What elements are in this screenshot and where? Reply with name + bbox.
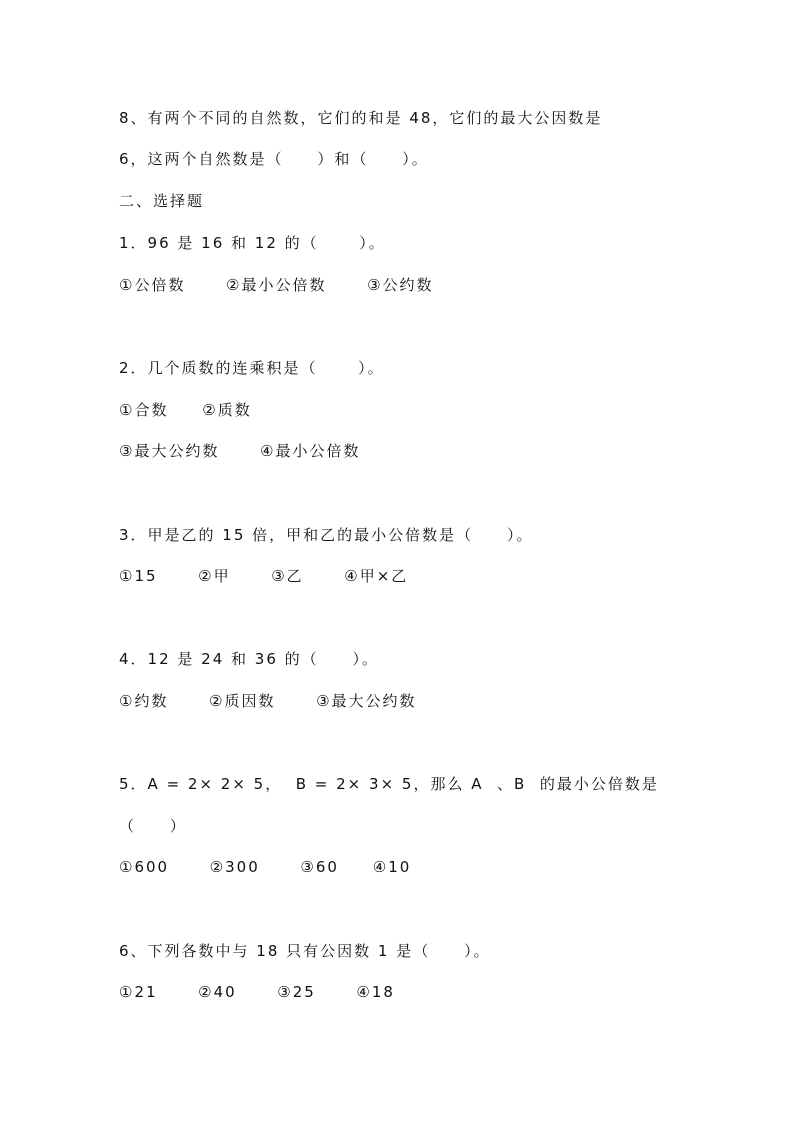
mc-question-3: 3．甲是乙的 15 倍，甲和乙的最小公倍数是（ ）。 xyxy=(119,526,534,544)
mc-options-1: ①公倍数 ②最小公倍数 ③公约数 xyxy=(119,276,434,294)
section-heading: 二、选择题 xyxy=(119,192,205,210)
mc-options-5: ①600 ②300 ③60 ④10 xyxy=(119,858,412,876)
mc-options-2a: ①合数 ②质数 xyxy=(119,401,252,419)
mc-question-5: 5．A = 2× 2× 5， B = 2× 3× 5，那么 A 、B 的最小公倍数是 xyxy=(119,775,659,793)
mc-options-4: ①约数 ②质因数 ③最大公约数 xyxy=(119,692,417,710)
mc-question-5-blank: （ ） xyxy=(119,817,187,835)
mc-question-1: 1．96 是 16 和 12 的（ ）。 xyxy=(119,234,386,252)
mc-question-2: 2．几个质数的连乘积是（ ）。 xyxy=(119,359,385,377)
mc-question-4: 4．12 是 24 和 36 的（ ）。 xyxy=(119,650,379,668)
mc-options-3: ①15 ②甲 ③乙 ④甲×乙 xyxy=(119,567,409,585)
mc-options-2b: ③最大公约数 ④最小公倍数 xyxy=(119,442,361,460)
question-8-text-line-2: 6，这两个自然数是（ ）和（ ）。 xyxy=(119,150,429,168)
mc-question-6: 6、下列各数中与 18 只有公因数 1 是（ ）。 xyxy=(119,942,491,960)
mc-options-6: ①21 ②40 ③25 ④18 xyxy=(119,983,395,1001)
question-8-text-line-1: 8、有两个不同的自然数，它们的和是 48，它们的最大公因数是 xyxy=(119,109,603,127)
